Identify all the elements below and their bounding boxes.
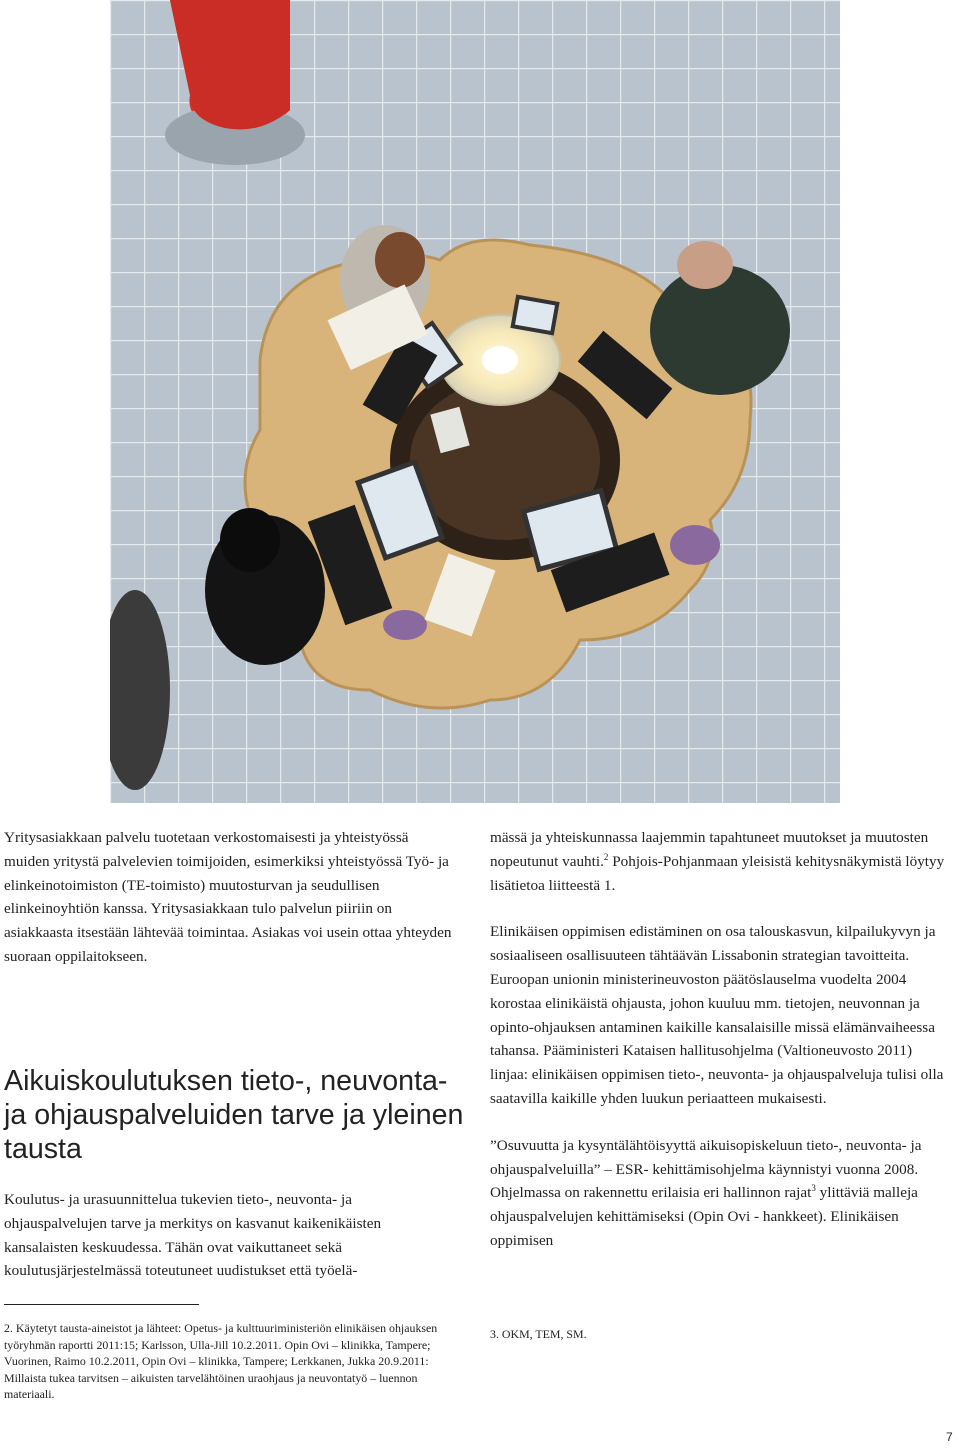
left-column — [4, 826, 454, 969]
right-paragraph-3-text-a: ”Osuvuutta ja kysyntälähtöisyyttä aikuisopiskeluun tieto-, neuvonta- ja ohjauspalveluilla” – ESR- kehittämisohjelma käynnistyi vuonna 2008. Ohjelmassa on rakennettu erilaisia eri hallinnon rajat — [490, 1136, 922, 1202]
library-computer-desk-photo — [110, 0, 840, 803]
right-paragraph-1-text-b: Pohjois-Pohjanmaan yleisistä kehitysnäkymistä löytyy lisätietoa liitteestä 1. — [490, 852, 945, 894]
footnote-ref-3: 3 — [811, 1183, 816, 1194]
right-paragraph-2: Elinikäisen oppimisen edistäminen on osa talouskasvun, kilpailukyvyn ja sosiaaliseen osallisuuteen tähtäävän Lissabonin strategian tavoitteita. Euroopan unionin ministerineuvoston päätöslauselma vuodelta 2004 korostaa elinikäistä ohjausta, johon kuuluu mm. tietojen, neuvonnan ja opinto-ohjauksen antaminen kaikille kansalaisille missä elämänvaiheessa tahansa. Pääministeri Kataisen hallitusohjelma (Valtioneuvosto 2011) linjaa: elinikäisen oppimisen tieto-, neuvonta- ja ohjauspalveluja tulisi olla saatavilla kaikille yhden luukun periaatteen mukaisesti. — [490, 923, 944, 1107]
footnote-3: 3. OKM, TEM, SM. — [490, 1327, 587, 1341]
left-paragraph-1: Yritysasiakkaan palvelu tuotetaan verkostomaisesti ja yhteistyössä muiden yritystä palvelevien toimijoiden, esimerkiksi yhteistyössä Työ- ja elinkeinotoimiston (TE-toimisto) muutosturvan ja seudullisen elinkeinoyhtiön kanssa. Yritysasiakkaan tulo palvelun piiriin on asiakkaasta itsestään lähtevää toimintaa. Asiakas voi usein ottaa yhteyden suoraan oppilaitokseen. — [4, 829, 452, 965]
left-paragraph-2: Koulutus- ja urasuunnittelua tukevien tieto-, neuvonta- ja ohjauspalvelujen tarve ja merkitys on kasvanut kaikenikäisten kansalaisten keskuudessa. Tähän ovat vaikuttaneet sekä koulutusjärjestelmässä toteutuneet uudistukset että työelä- — [4, 1191, 382, 1280]
footnote-ref-2: 2 — [603, 851, 609, 862]
page-number: 7 — [946, 1430, 953, 1444]
right-paragraph-1-text-a: mässä ja yhteiskunnassa laajemmin tapahtuneet muutokset ja muutosten nopeutunut vauhti. — [490, 829, 929, 870]
right-paragraph-3-text-b: ylittäviä malleja ohjauspalvelujen kehittämiseksi (Opin Ovi - hankkeet). Elinikäisen oppimisen — [490, 1184, 918, 1249]
right-paragraph-1 — [490, 826, 950, 897]
right-paragraph-3 — [490, 1134, 950, 1253]
right-column — [490, 826, 950, 1253]
section-heading: Aikuiskoulutuksen tieto-, neuvonta- ja ohjauspalveluiden tarve ja yleinen tausta — [4, 1065, 464, 1165]
photo-computer-desk — [110, 0, 840, 803]
left-column-lower — [4, 1188, 454, 1283]
footnote-divider — [4, 1304, 199, 1305]
footnote-2: 2. Käytetyt tausta-aineistot ja lähteet: Opetus- ja kulttuuriministeriön elinikäisen ohjauksen työryhmän raportti 2011:15; Karlsson, Ulla-Jill 10.2.2011. Opin Ovi – klinikka, Tampere; Vuorinen, Raimo 10.2.2011, Opin Ovi – klinikka, Tampere; Lerkkanen, Jukka 20.9.2011: Millaista tukea tarvitsen – aikuisten tarvelähtöinen uraohjaus ja neuvontatyö – luennon materiaali. — [4, 1321, 438, 1402]
